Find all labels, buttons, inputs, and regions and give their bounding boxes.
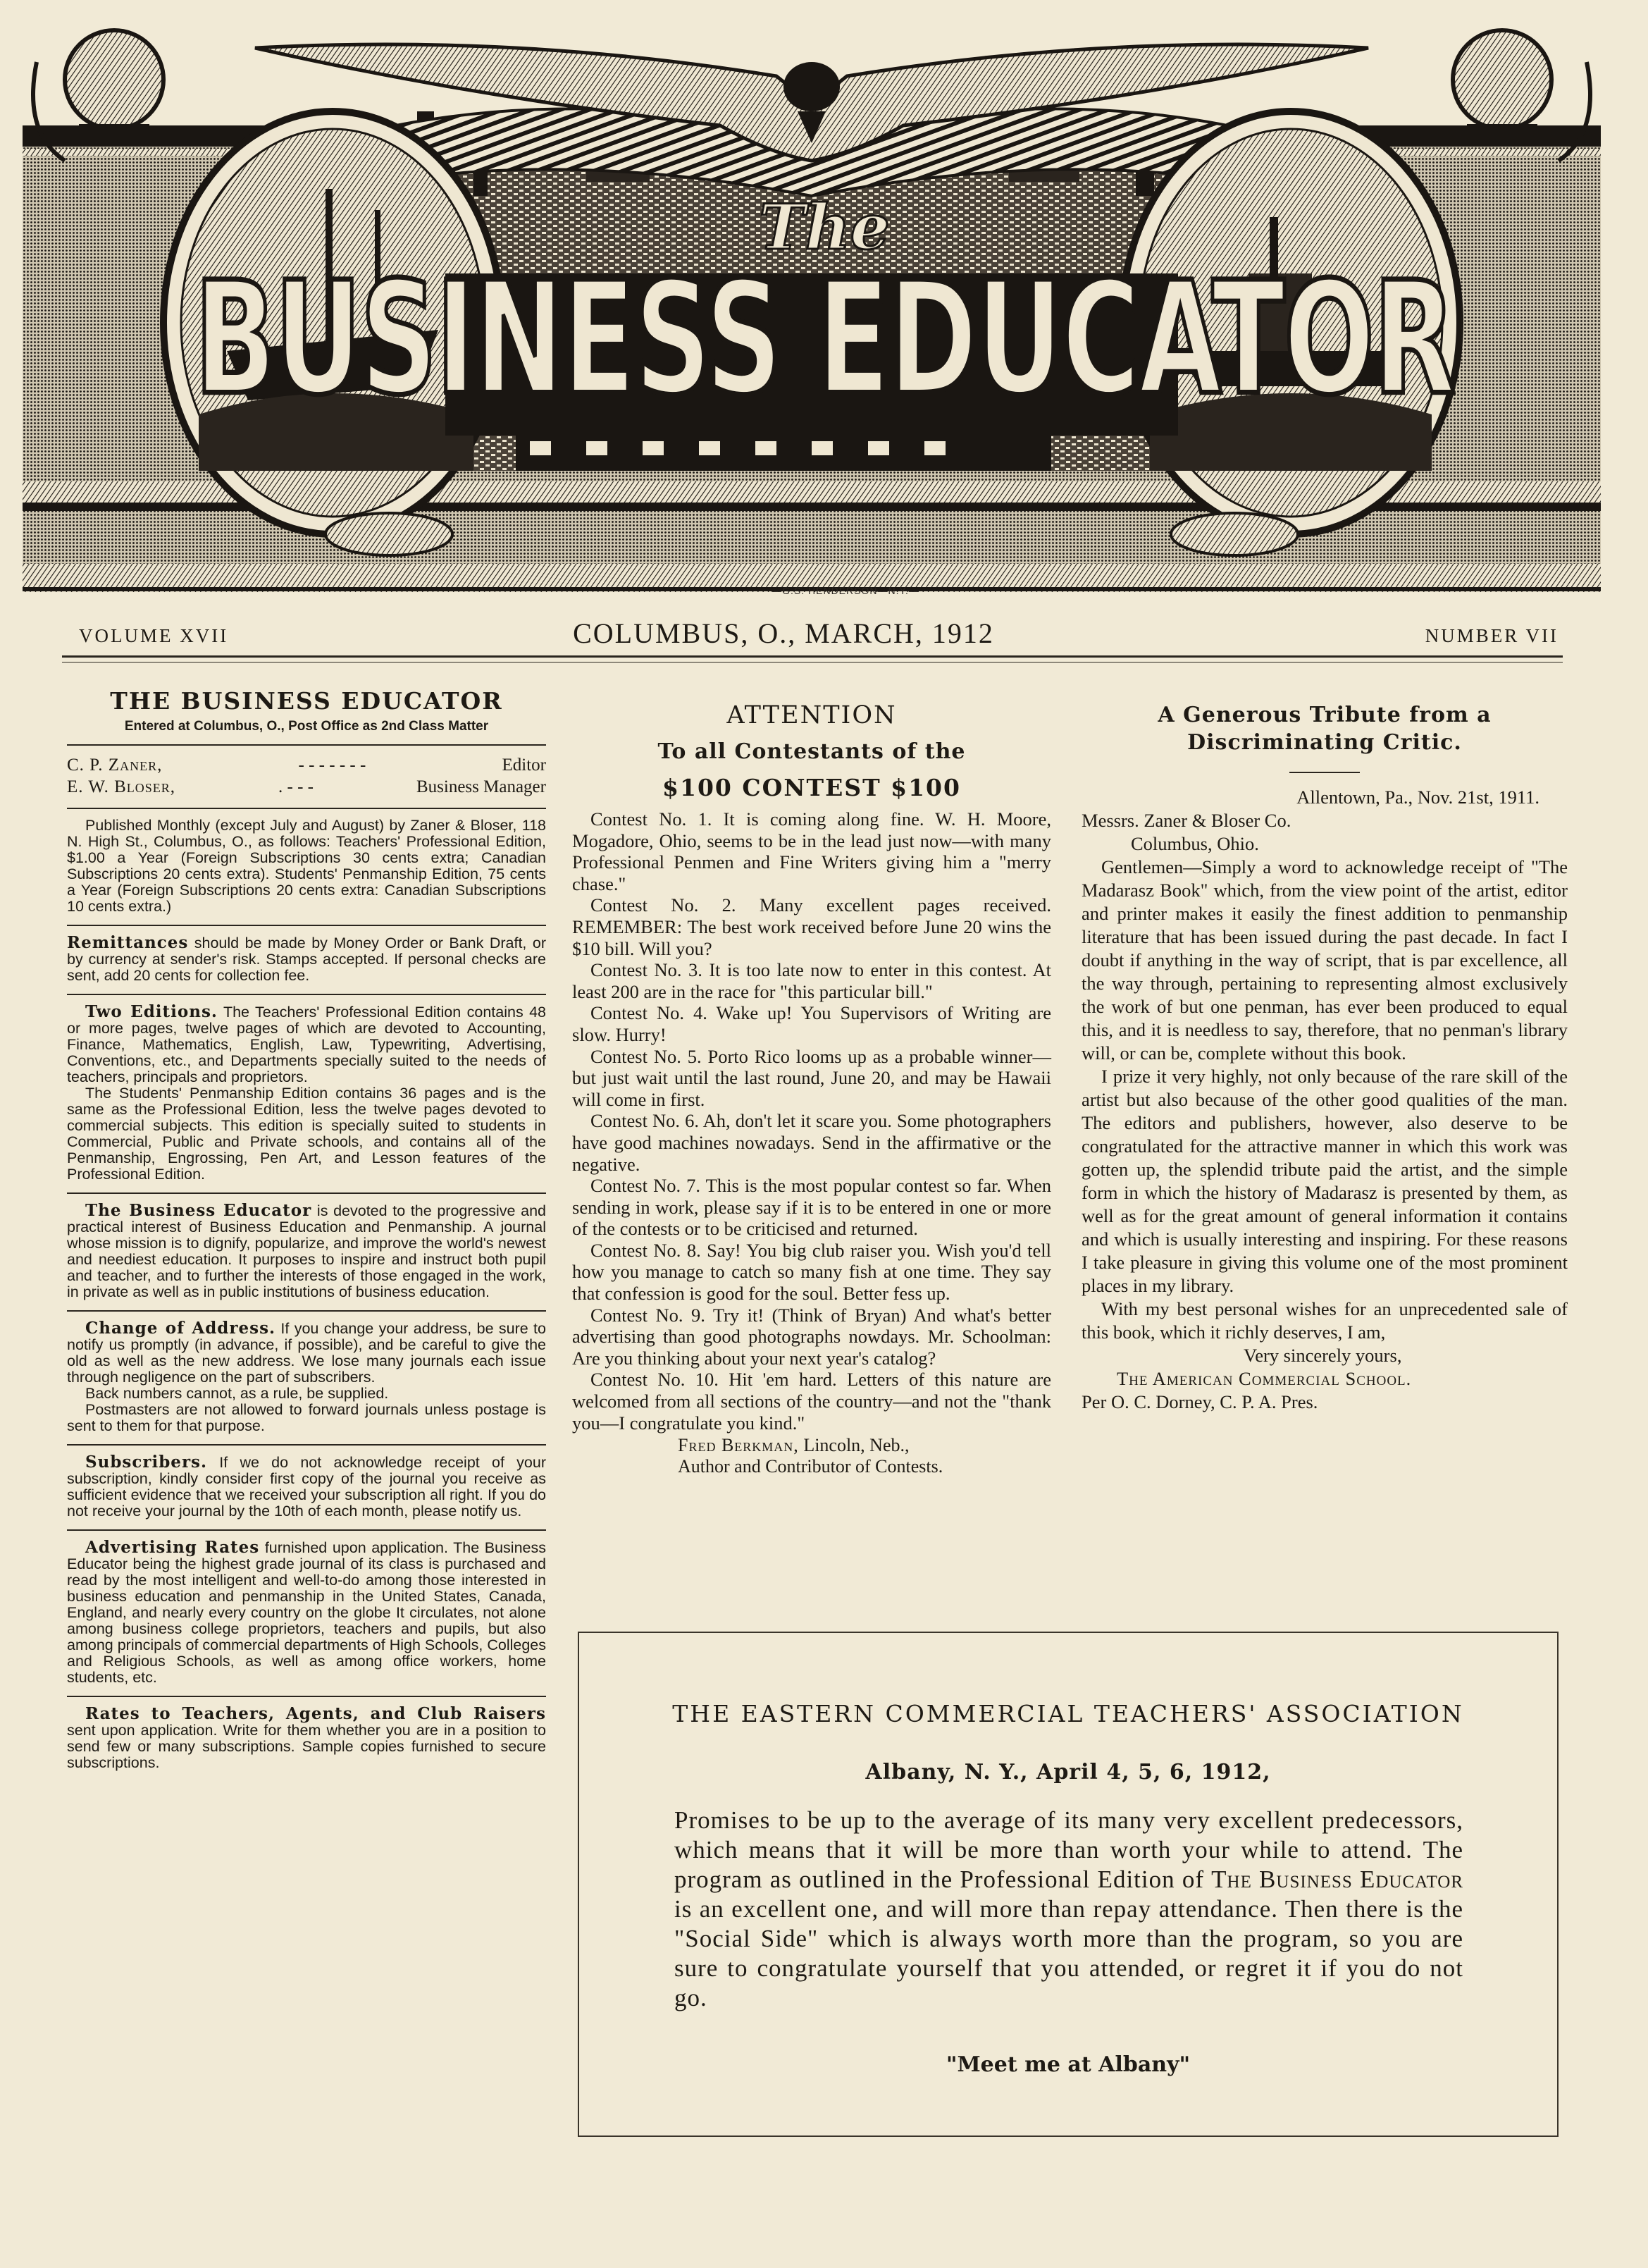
signature-title: Author and Contributor of Contests. bbox=[678, 1456, 943, 1477]
middle-column bbox=[572, 701, 1051, 1477]
dateline bbox=[79, 617, 1559, 652]
signature-place: Lincoln, Neb., bbox=[803, 1435, 910, 1456]
signature-name: Fred Berkman, bbox=[678, 1435, 799, 1456]
divider bbox=[67, 1310, 546, 1312]
advertising-notice bbox=[67, 1539, 546, 1686]
published-notice bbox=[67, 818, 546, 915]
remittances-heading: Remittances bbox=[67, 933, 189, 952]
right-column bbox=[1082, 701, 1568, 1414]
staff-name: C. P. Zaner, bbox=[67, 756, 163, 775]
letter-paragraph: Gentlemen—Simply a word to acknowledge receipt of "The Madarasz Book" which, from the view point of the artist, editor and printer makes it easily the finest addition to penmanship literature that has been issued during the past decade. In fact I doubt if anything in the way of script, that is par excellence, all the way through, pertaining to representing almost exclusively the work of but one penman, has ever been produced to equal this, and it is needless to say, therefore, that no penman's library will, or can be, complete without this book. bbox=[1082, 856, 1568, 1064]
contest-paragraph: Contest No. 1. It is coming along fine. W. H. Moore, Mogadore, Ohio, seems to be in the lead just now—with many Professional Penmen and Fine Writers giving him a "merry chase." bbox=[572, 808, 1051, 894]
masthead-title: BUSINESS EDUCATOR bbox=[194, 247, 1455, 429]
entry-notice: Entered at Columbus, O., Post Office as 2nd Class Matter bbox=[124, 719, 489, 734]
contest-paragraph: Contest No. 6. Ah, don't let it scare you. Some photographers have good machines nowadays. Send in the affirmative or the negative. bbox=[572, 1110, 1051, 1175]
devoted-notice bbox=[67, 1202, 546, 1300]
rates-heading: Rates to Teachers, Agents, and Club Raisers bbox=[85, 1704, 546, 1723]
tribute-letter bbox=[1082, 786, 1568, 1414]
divider bbox=[67, 1529, 546, 1531]
left-column bbox=[67, 687, 546, 1771]
published-text: Published Monthly (except July and August) by Zaner & Bloser, 118 N. High St., Columbus, O., as follows: Teachers' Professional Edition, $1.00 a Year (Foreign Subscriptions 30 cents extra; Canadian Subscriptions 20 cents extra). Students' Penmanship Edition, 75 cents a Year (Foreign Subscriptions 20 cents extra: Canadian Subscriptions 10 cents extra.) bbox=[67, 817, 546, 915]
divider bbox=[67, 1696, 546, 1697]
letter-paragraph: With my best personal wishes for an unprecedented sale of this book, which it richly deserves, I am, bbox=[1082, 1298, 1568, 1343]
address-heading: Change of Address. bbox=[85, 1319, 276, 1338]
divider bbox=[67, 744, 546, 746]
divider bbox=[67, 925, 546, 926]
contest-paragraph: Contest No. 2. Many excellent pages received. REMEMBER: The best work received before June 20 wins the $10 bill. Will you? bbox=[572, 894, 1051, 959]
staff-row-editor bbox=[67, 754, 546, 776]
back-numbers-text: Back numbers cannot, as a rule, be supplied. bbox=[85, 1385, 389, 1402]
divider bbox=[67, 1192, 546, 1194]
association-notice-box bbox=[578, 1632, 1559, 2137]
staff-name: E. W. Bloser, bbox=[67, 777, 176, 796]
attention-prize: $100 CONTEST $100 bbox=[662, 774, 961, 801]
place-date: COLUMBUS, O., MARCH, 1912 bbox=[573, 617, 994, 649]
letter-paragraph: I prize it very highly, not only because of the rare skill of the artist but also because of the other good qualities of the man. The editors and publishers, however, also deserve to be congratulated for the attractive manner in which this work was gotten up, the splendid tribute paid the artist, and the simple form in which the history of Madarasz is presented by them, as well as for the great amount of general information it contains and which is usually interesting and inspiring. For these reasons I take pleasure in giving this volume one of the most prominent places in my library. bbox=[1082, 1066, 1568, 1296]
association-body bbox=[674, 1806, 1463, 2013]
editions-text-1: The Teachers' Professional Edition contains 48 or more pages, twelve pages of which are devoted to Accounting, Finance, Mathematics, English, Law, Typewriting, Advertising, Conventions, etc., and Departments specially suited to the needs of teachers, principals and proprietors. bbox=[67, 1004, 547, 1085]
letter-organization: The American Commercial School. bbox=[1117, 1368, 1412, 1389]
letter-closing: Very sincerely yours, bbox=[1244, 1345, 1402, 1366]
subscribers-notice bbox=[67, 1454, 546, 1520]
contest-paragraph: Contest No. 9. Try it! (Think of Bryan) And what's better advertising than good photographs nowdays. Mr. Schoolman: Are you thinking about your next year's catalog? bbox=[572, 1304, 1051, 1369]
remittances-text: should be made by Money Order or Bank Draft, or by currency at sender's risk. Stamps accepted. If personal checks are sent, add 20 cents for collection fee. bbox=[67, 935, 546, 984]
dateline-rule bbox=[62, 655, 1563, 662]
letter-addressee: Messrs. Zaner & Bloser Co. bbox=[1082, 810, 1291, 831]
letter-city: Columbus, Ohio. bbox=[1131, 833, 1259, 854]
publication-title: THE BUSINESS EDUCATOR bbox=[110, 687, 503, 715]
association-place-date: Albany, N. Y., April 4, 5, 6, 1912, bbox=[865, 1760, 1271, 1785]
staff-list bbox=[67, 754, 546, 798]
association-tagline: "Meet me at Albany" bbox=[946, 2052, 1191, 2077]
contest-paragraph: Contest No. 4. Wake up! You Supervisors of Writing are slow. Hurry! bbox=[572, 1002, 1051, 1045]
contest-paragraph: Contest No. 3. It is too late now to enter in this contest. At least 200 are in the race for "this particular bill." bbox=[572, 959, 1051, 1002]
advertising-heading: Advertising Rates bbox=[85, 1538, 260, 1557]
devoted-heading: The Business Educator bbox=[85, 1201, 312, 1220]
subscribers-text: If we do not acknowledge receipt of your subscription, kindly consider first copy of the journal you receive as sufficient evidence that we received your subscription all right. If you do not receive your journal by the 10th of each month, please notify us. bbox=[67, 1454, 546, 1520]
contest-paragraph: Contest No. 5. Porto Rico looms up as a probable winner—but just wait until the last round, June 20, and may be Hawaii will come in first. bbox=[572, 1045, 1051, 1110]
association-title: THE EASTERN COMMERCIAL TEACHERS' ASSOCIATION bbox=[672, 1700, 1464, 1727]
train-icon bbox=[516, 436, 1051, 471]
tribute-rule bbox=[1289, 772, 1360, 773]
address-notice bbox=[67, 1320, 546, 1434]
editions-notice bbox=[67, 1004, 546, 1183]
address-text: If you change your address, be sure to notify us promptly (in advance, if possible), and be careful to give the old as well as the new address. We lose many journals each issue through negligence on the part of subscribers. bbox=[67, 1320, 546, 1386]
divider bbox=[67, 994, 546, 995]
contest-paragraph: Contest No. 10. Hit 'em hard. Letters of this nature are welcomed from all sections of the country—and not the "thank you—I congratulate you kind." bbox=[572, 1369, 1051, 1434]
staff-role: Business Manager bbox=[416, 777, 546, 796]
subscribers-heading: Subscribers. bbox=[85, 1453, 208, 1472]
contest-paragraph: Contest No. 7. This is the most popular contest so far. When sending in work, please say if it is to be entered in one or more of the contests or to be criticised and returned. bbox=[572, 1175, 1051, 1240]
rates-text: sent upon application. Write for them whether you are in a position to send few or many subscriptions. Sample copies furnished to secure subscriptions. bbox=[67, 1722, 546, 1771]
editions-text-2: The Students' Penmanship Edition contains 36 pages and is the same as the Professional Edition, less the twelve pages devoted to commercial subjects. This edition is specially suited to students in Commercial, Public and Private schools, and contains all of the Penmanship, Engrossing, Pen Art, and Lesson features of the Professional Edition. bbox=[67, 1085, 546, 1183]
tribute-title: A Generous Tribute from a Discriminating Critic. bbox=[1158, 703, 1492, 755]
association-body-1: Promises to be up to the average of its many very excellent predecessors, which means that it will be more than worth your while to attend. The program as outlined in the Professional Edition of bbox=[674, 1806, 1463, 1893]
masthead-title-plate bbox=[194, 247, 1455, 429]
volume-label: VOLUME XVII bbox=[79, 625, 229, 646]
association-body-publication: The Business Educator bbox=[1211, 1866, 1463, 1893]
masthead-the: The bbox=[759, 190, 890, 264]
postmasters-text: Postmasters are not allowed to forward journals unless postage is sent to them for that purpose. bbox=[67, 1401, 546, 1434]
staff-dots: . - - - bbox=[278, 777, 314, 796]
contest-list bbox=[572, 808, 1051, 1434]
devoted-text: is devoted to the progressive and practical interest of Business Education and Penmanship. A journal whose mission is to dignify, popularize, and improve the world's newest and neediest education. It purposes to inspire and instruct both pupil and teacher, and to further the interests of those engaged in the work, in private as well as in public institutions of business education. bbox=[67, 1202, 546, 1300]
letter-per: Per O. C. Dorney, C. P. A. Pres. bbox=[1082, 1391, 1318, 1412]
staff-row-manager bbox=[67, 776, 546, 798]
staff-role: Editor bbox=[502, 756, 546, 775]
contest-signature bbox=[572, 1435, 1051, 1477]
engraver-credit: —G.S. HENDERSON—N.Y.— bbox=[772, 585, 919, 596]
advertising-text: furnished upon application. The Business Educator being the highest grade journal of its class is purchased and read by the most intelligent and well-to-do among those interested in business education and penmanship in the United States, Canada, England, and nearly every country on the globe It circulates, not alone among business college proprietors, teachers and pupils, but also among principals of commercial departments of High Schools, Colleges and Religious Schools, as well as among office workers, home students, etc. bbox=[67, 1539, 546, 1686]
staff-dots: - - - - - - - bbox=[298, 756, 366, 775]
rates-notice bbox=[67, 1706, 546, 1771]
editions-heading: Two Editions. bbox=[85, 1002, 218, 1021]
attention-title: ATTENTION bbox=[726, 701, 897, 729]
attention-subtitle: To all Contestants of the bbox=[657, 739, 966, 764]
association-body-2: is an excellent one, and will more than repay attendance. Then there is the "Social Side" which is always worth more than the program, so you are sure to congratulate yourself that you attended, or regret it if you do not go. bbox=[674, 1895, 1463, 2011]
contest-paragraph: Contest No. 8. Say! You big club raiser you. Wish you'd tell how you manage to catch so many fish at one time. They say that confession is good for the soul. Better fess up. bbox=[572, 1239, 1051, 1305]
divider bbox=[67, 808, 546, 809]
remittances-notice bbox=[67, 935, 546, 984]
divider bbox=[67, 1444, 546, 1446]
letter-dateline: Allentown, Pa., Nov. 21st, 1911. bbox=[1296, 787, 1539, 808]
issue-number: NUMBER VII bbox=[1425, 625, 1559, 646]
